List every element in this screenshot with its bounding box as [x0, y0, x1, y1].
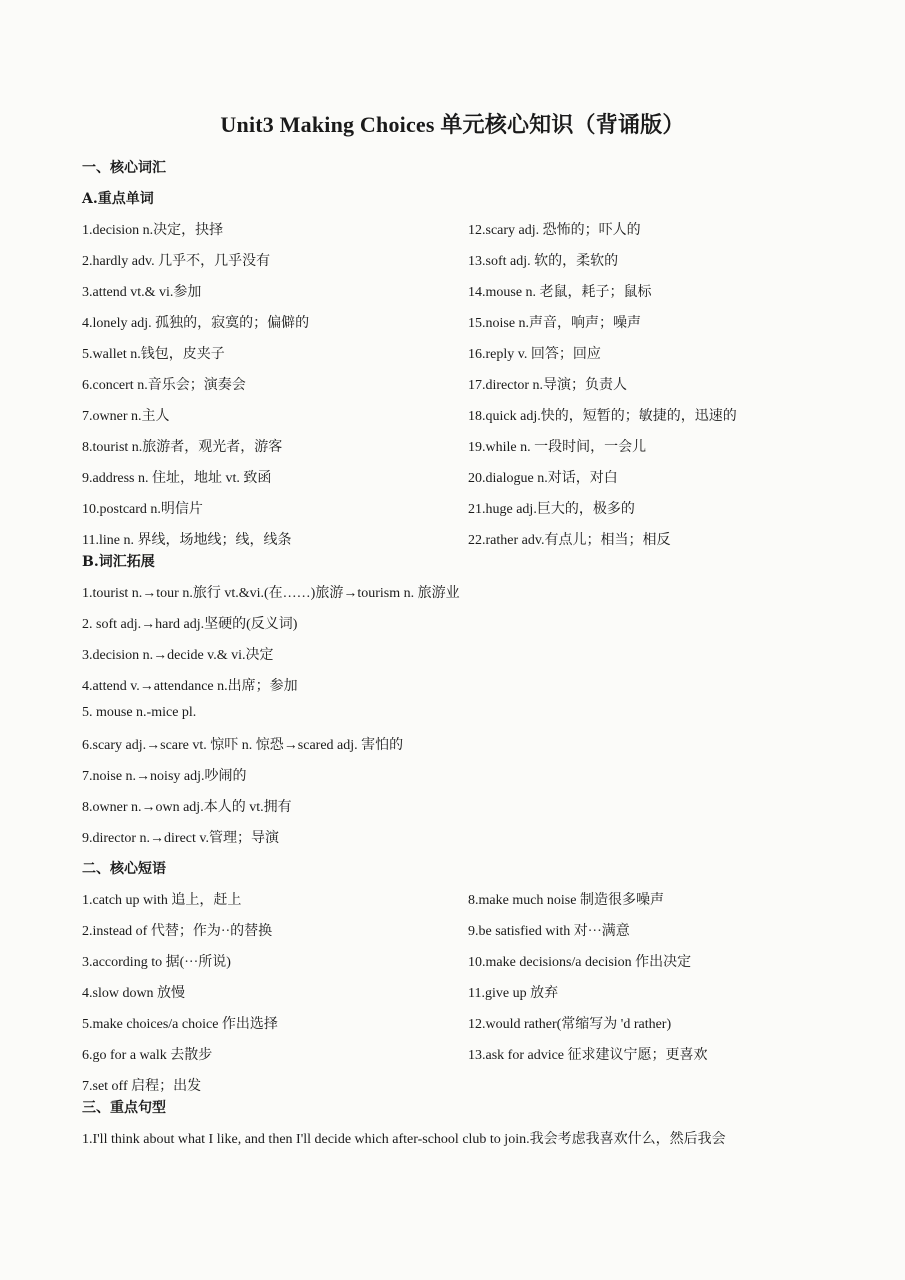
word-item: 2.hardly adv. 几乎不，几乎没有: [82, 254, 271, 269]
word-item: 11.line n. 界线，场地线；线，线条: [82, 533, 292, 548]
word-item: 16.reply v. 回答；回应: [468, 347, 601, 362]
phrase-item: 10.make decisions/a decision 作出决定: [468, 955, 692, 970]
phrase-item: 3.according to 据(···所说): [82, 955, 231, 970]
sentence-item: 1.I'll think about what I like, and then I'll decide which after-school club to join.我会考虑我喜欢什么，然后我会: [82, 1132, 726, 1147]
word-item: 20.dialogue n.对话，对白: [468, 471, 618, 486]
word-item: 7.owner n.主人: [82, 409, 170, 424]
phrase-item: 5.make choices/a choice 作出选择: [82, 1017, 278, 1032]
phrase-item: 12.would rather(常缩写为 'd rather): [468, 1017, 672, 1032]
subsection-a-heading: A.重点单词: [82, 191, 154, 207]
expansion-item: 8.owner n.→own adj.本人的 vt.拥有: [82, 800, 292, 815]
word-item: 1.decision n.决定，抉择: [82, 223, 224, 238]
word-item: 18.quick adj.快的，短暂的；敏捷的，迅速的: [468, 409, 737, 424]
section3-heading: 三、重点句型: [82, 1100, 166, 1116]
section1-heading: 一、核心词汇: [82, 160, 166, 176]
phrase-item: 13.ask for advice 征求建议宁愿；更喜欢: [468, 1048, 708, 1063]
word-item: 4.lonely adj. 孤独的，寂寞的；偏僻的: [82, 316, 310, 331]
expansion-item: 1.tourist n.→tour n.旅行 vt.&vi.(在……)旅游→tourism n. 旅游业: [82, 586, 460, 601]
word-item: 13.soft adj. 软的，柔软的: [468, 254, 619, 269]
word-item: 5.wallet n.钱包，皮夹子: [82, 347, 225, 362]
expansion-item: 5. mouse n.-mice pl.: [82, 705, 197, 720]
phrase-item: 11.give up 放弃: [468, 986, 559, 1001]
word-item: 12.scary adj. 恐怖的；吓人的: [468, 223, 641, 238]
expansion-item: 4.attend v.→attendance n.出席；参加: [82, 679, 298, 694]
word-item: 8.tourist n.旅游者，观光者，游客: [82, 440, 283, 455]
phrase-item: 7.set off 启程；出发: [82, 1079, 202, 1094]
page-title: Unit3 Making Choices 单元核心知识（背诵版）: [220, 112, 685, 137]
phrase-item: 1.catch up with 追上，赶上: [82, 893, 242, 908]
expansion-item: 3.decision n.→decide v.& vi.决定: [82, 648, 274, 663]
word-item: 9.address n. 住址，地址 vt. 致函: [82, 471, 272, 486]
phrase-item: 4.slow down 放慢: [82, 986, 186, 1001]
word-item: 17.director n.导演；负责人: [468, 378, 628, 393]
word-item: 14.mouse n. 老鼠，耗子；鼠标: [468, 285, 652, 300]
word-item: 19.while n. 一段时间，一会儿: [468, 440, 647, 455]
word-item: 3.attend vt.& vi.参加: [82, 285, 202, 300]
expansion-item: 7.noise n.→noisy adj.吵闹的: [82, 769, 247, 784]
word-item: 15.noise n.声音，响声；噪声: [468, 316, 642, 331]
phrase-item: 8.make much noise 制造很多噪声: [468, 893, 664, 908]
word-item: 21.huge adj.巨大的，极多的: [468, 502, 635, 517]
word-item: 6.concert n.音乐会；演奏会: [82, 378, 246, 393]
word-item: 10.postcard n.明信片: [82, 502, 203, 517]
phrase-item: 9.be satisfied with 对···满意: [468, 924, 630, 939]
phrase-item: 2.instead of 代替；作为··的替换: [82, 924, 273, 939]
subsection-b-heading: B.词汇拓展: [82, 554, 155, 570]
expansion-item: 9.director n.→direct v.管理；导演: [82, 831, 279, 846]
phrase-item: 6.go for a walk 去散步: [82, 1048, 213, 1063]
word-item: 22.rather adv.有点儿；相当；相反: [468, 533, 671, 548]
expansion-item: 2. soft adj.→hard adj.坚硬的(反义词): [82, 617, 298, 632]
section2-heading: 二、核心短语: [82, 861, 166, 877]
expansion-item: 6.scary adj.→scare vt. 惊吓 n. 惊恐→scared adj. 害怕的: [82, 738, 404, 753]
